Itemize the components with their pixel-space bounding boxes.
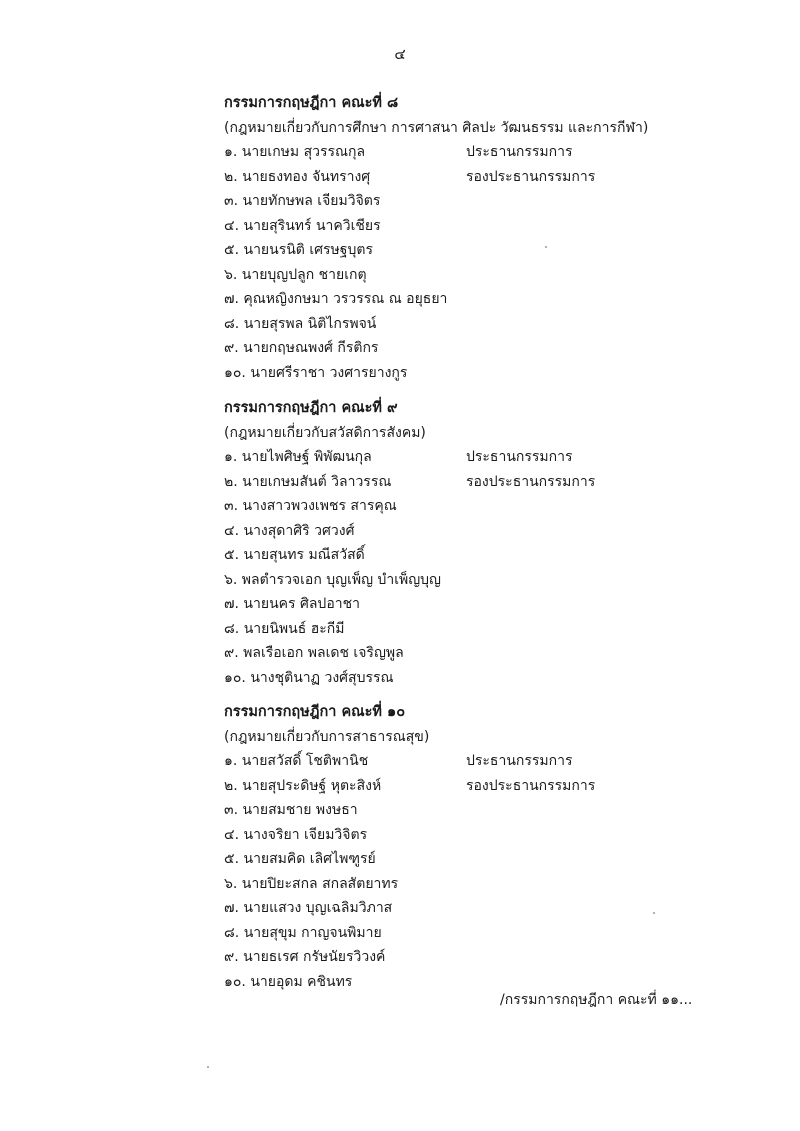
- member-name: ๘. นายสุขุม กาญจนพิมาย: [224, 924, 382, 941]
- member-row: [224, 494, 704, 519]
- member-name: ๕. นายนรนิติ เศรษฐบุตร: [224, 242, 373, 258]
- member-role: รองประธานกรรมการ: [466, 168, 596, 185]
- member-name: ๕. นายสมคิด เลิศไพฑูรย์: [224, 851, 376, 867]
- member-row: [224, 445, 704, 470]
- member-row: [224, 165, 704, 190]
- member-name: ๖. พลตำรวจเอก บุญเพ็ญ บำเพ็ญบุญ: [224, 571, 441, 588]
- member-row: [224, 470, 704, 495]
- member-row: [224, 568, 704, 593]
- member-name: ๓. นายทักษพล เจียมวิจิตร: [224, 193, 381, 209]
- member-name: ๙. นายกฤษณพงศ์ กีรติกร: [224, 340, 379, 356]
- member-name: ๗. นายแสวง บุญเฉลิมวิภาส: [224, 900, 393, 916]
- scan-speck: [545, 246, 547, 248]
- section-heading: กรรมการกฤษฎีกา คณะที่ ๙: [224, 400, 398, 416]
- member-name: ๒. นายธงทอง จันทรางศุ: [224, 168, 371, 185]
- member-name: ๕. นายสุนทร มณีสวัสดิ์: [224, 547, 365, 563]
- member-row: [224, 312, 704, 337]
- member-row: [224, 519, 704, 544]
- member-row: [224, 140, 704, 165]
- section-subheading: (กฎหมายเกี่ยวกับการสาธารณสุข): [224, 728, 430, 745]
- member-row: [224, 823, 704, 848]
- member-name: ๑๐. นายอุดม คชินทร: [224, 973, 353, 990]
- member-name: ๑. นายไพศิษฐ์ พิพัฒนกุล: [224, 449, 372, 465]
- member-role: รองประธานกรรมการ: [466, 473, 596, 490]
- member-row: [224, 592, 704, 617]
- member-row: [224, 543, 704, 568]
- member-row: [224, 896, 704, 921]
- member-row: [224, 214, 704, 239]
- member-name: ๖. นายบุญปลูก ชายเกตุ: [224, 266, 367, 283]
- member-row: [224, 774, 704, 799]
- member-name: ๗. คุณหญิงกษมา วรวรรณ ณ อยุธยา: [224, 291, 448, 307]
- committee-section-8: [224, 91, 704, 385]
- section-heading: กรรมการกฤษฎีกา คณะที่ ๑๐: [224, 704, 406, 720]
- committee-section-10: [224, 700, 704, 994]
- member-row: [224, 617, 704, 642]
- member-row: [224, 263, 704, 288]
- member-row: [224, 361, 704, 386]
- member-name: ๒. นายสุประดิษฐ์ หุตะสิงห์: [224, 777, 382, 794]
- member-name: ๒. นายเกษมสันต์ วิลาวรรณ: [224, 473, 392, 490]
- member-row: [224, 872, 704, 897]
- member-name: ๖. นายปิยะสกล สกลสัตยาทร: [224, 875, 399, 892]
- section-subheading: (กฎหมายเกี่ยวกับสวัสดิการสังคม): [224, 424, 426, 441]
- member-name: ๙. พลเรือเอก พลเดช เจริญพูล: [224, 645, 404, 661]
- member-row: [224, 336, 704, 361]
- member-row: [224, 189, 704, 214]
- member-role: ประธานกรรมการ: [466, 144, 573, 160]
- member-row: [224, 641, 704, 666]
- member-row: [224, 798, 704, 823]
- member-name: ๙. นายธเรศ กรัษนัยรวิวงค์: [224, 949, 386, 965]
- member-name: ๑๐. นายศรีราชา วงศารยางกูร: [224, 364, 408, 381]
- committee-section-9: [224, 396, 704, 690]
- member-row: [224, 749, 704, 774]
- continuation-note: /กรรมการกฤษฎีกา คณะที่ ๑๑...: [500, 992, 693, 1008]
- scan-speck: [653, 912, 655, 914]
- member-name: ๔. นางสุดาศิริ วศวงศ์: [224, 522, 355, 539]
- member-name: ๓. นางสาวพวงเพชร สารคุณ: [224, 498, 397, 514]
- scan-speck: [207, 1066, 209, 1068]
- member-row: [224, 238, 704, 263]
- section-heading: กรรมการกฤษฎีกา คณะที่ ๘: [224, 95, 399, 111]
- member-name: ๘. นายนิพนธ์ ฮะกีมี: [224, 620, 345, 637]
- member-role: ประธานกรรมการ: [466, 449, 573, 465]
- section-subheading: (กฎหมายเกี่ยวกับการศึกษา การศาสนา ศิลปะ วัฒนธรรม และการกีฬา): [224, 119, 649, 136]
- member-name: ๑๐. นางชุตินาฏ วงศ์สุบรรณ: [224, 669, 394, 686]
- member-name: ๑. นายเกษม สุวรรณกุล: [224, 144, 366, 160]
- member-name: ๔. นายสุรินทร์ นาควิเชียร: [224, 217, 381, 234]
- page-number: ๔: [394, 45, 406, 63]
- member-role: ประธานกรรมการ: [466, 753, 573, 769]
- member-name: ๗. นายนคร ศิลปอาชา: [224, 596, 360, 612]
- member-name: ๓. นายสมชาย พงษธา: [224, 802, 358, 818]
- member-name: ๔. นางจริยา เจียมวิจิตร: [224, 826, 368, 843]
- member-row: [224, 847, 704, 872]
- member-row: [224, 945, 704, 970]
- member-row: [224, 666, 704, 691]
- member-name: ๑. นายสวัสดิ์ โชติพานิช: [224, 753, 369, 769]
- member-row: [224, 287, 704, 312]
- member-role: รองประธานกรรมการ: [466, 777, 596, 794]
- member-name: ๘. นายสุรพล นิติไกรพจน์: [224, 315, 377, 332]
- member-row: [224, 921, 704, 946]
